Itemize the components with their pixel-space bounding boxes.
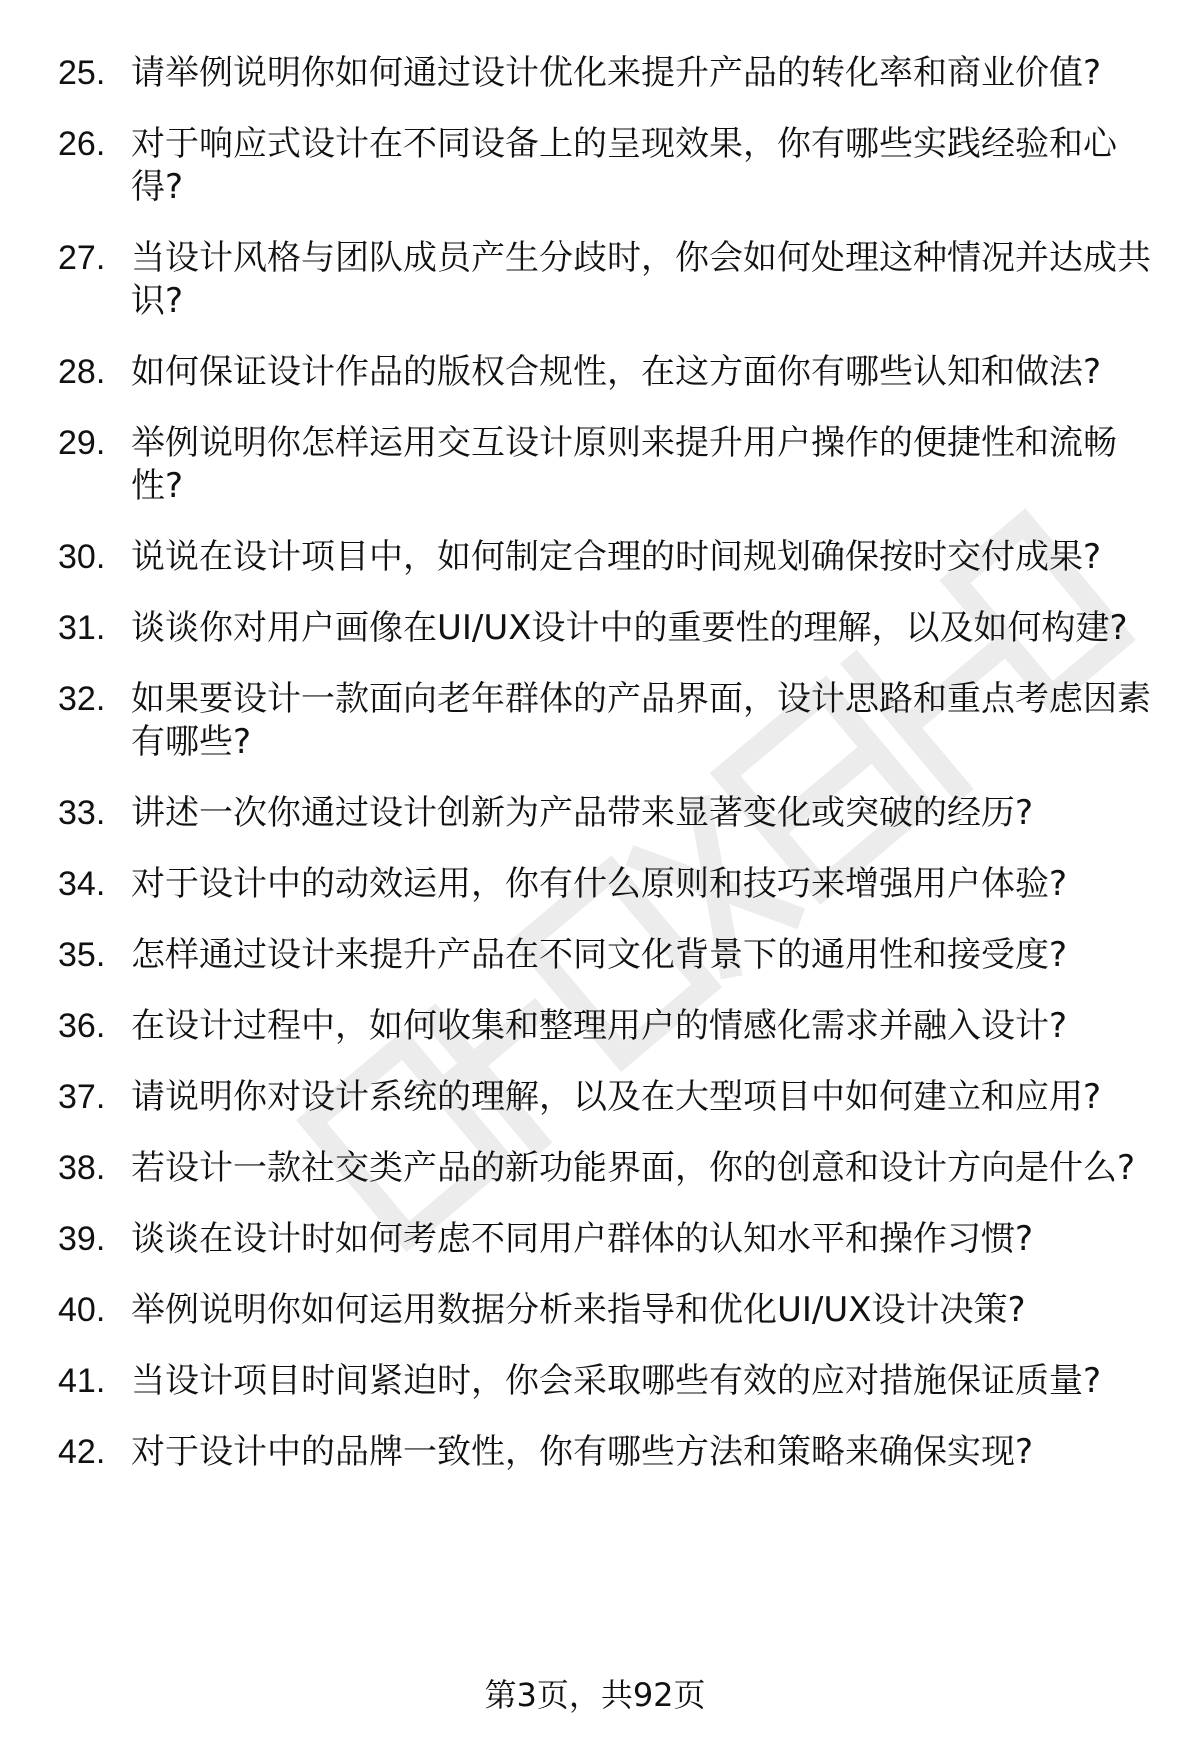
question-text: 如何保证设计作品的版权合规性，在这方面你有哪些认知和做法? xyxy=(131,352,1102,392)
question-text: 对于设计中的品牌一致性，你有哪些方法和策略来确保实现? xyxy=(131,1432,1034,1472)
question-text: 谈谈你对用户画像在UI/UX设计中的重要性的理解，以及如何构建? xyxy=(131,608,1128,648)
question-number: 32. xyxy=(58,680,106,718)
question-number: 34. xyxy=(58,865,106,903)
question-number: 29. xyxy=(58,424,106,462)
question-text: 在设计过程中，如何收集和整理用户的情感化需求并融入设计? xyxy=(131,1006,1068,1046)
list-item xyxy=(0,123,1190,209)
list-item xyxy=(0,1218,1190,1261)
question-number: 31. xyxy=(58,609,106,647)
question-text: 谈谈在设计时如何考虑不同用户群体的认知水平和操作习惯? xyxy=(131,1219,1034,1259)
question-number: 38. xyxy=(58,1149,106,1187)
question-text: 当设计项目时间紧迫时，你会采取哪些有效的应对措施保证质量? xyxy=(131,1361,1102,1401)
question-number: 25. xyxy=(58,54,106,92)
list-item xyxy=(0,422,1190,508)
question-number: 28. xyxy=(58,353,106,391)
list-item xyxy=(0,934,1190,977)
list-item xyxy=(0,52,1190,95)
question-text: 讲述一次你通过设计创新为产品带来显著变化或突破的经历? xyxy=(131,793,1034,833)
list-item xyxy=(0,607,1190,650)
question-text: 若设计一款社交类产品的新功能界面，你的创意和设计方向是什么? xyxy=(131,1148,1136,1188)
list-item xyxy=(0,536,1190,579)
list-item xyxy=(0,1147,1190,1190)
question-number: 37. xyxy=(58,1078,106,1116)
question-number: 26. xyxy=(58,125,106,163)
question-text: 怎样通过设计来提升产品在不同文化背景下的通用性和接受度? xyxy=(131,935,1068,975)
question-list xyxy=(0,52,1190,1502)
list-item xyxy=(0,678,1190,764)
question-text: 请举例说明你如何通过设计优化来提升产品的转化率和商业价值? xyxy=(131,53,1102,93)
list-item xyxy=(0,237,1190,323)
question-text: 如果要设计一款面向老年群体的产品界面，设计思路和重点考虑因素有哪些? xyxy=(131,679,1151,762)
page-footer: 第3页，共92页 xyxy=(484,1676,706,1714)
question-text: 举例说明你如何运用数据分析来指导和优化UI/UX设计决策? xyxy=(131,1290,1026,1330)
question-text: 当设计风格与团队成员产生分歧时，你会如何处理这种情况并达成共识? xyxy=(131,238,1151,321)
question-text: 说说在设计项目中，如何制定合理的时间规划确保按时交付成果? xyxy=(131,537,1102,577)
list-item xyxy=(0,792,1190,835)
question-number: 33. xyxy=(58,794,106,832)
list-item xyxy=(0,1289,1190,1332)
question-number: 36. xyxy=(58,1007,106,1045)
list-item xyxy=(0,1076,1190,1119)
question-number: 27. xyxy=(58,239,106,277)
list-item xyxy=(0,351,1190,394)
question-number: 41. xyxy=(58,1362,106,1400)
question-number: 40. xyxy=(58,1291,106,1329)
question-text: 请说明你对设计系统的理解，以及在大型项目中如何建立和应用? xyxy=(131,1077,1102,1117)
list-item xyxy=(0,1360,1190,1403)
question-text: 对于响应式设计在不同设备上的呈现效果，你有哪些实践经验和心得? xyxy=(131,124,1117,207)
question-text: 举例说明你怎样运用交互设计原则来提升用户操作的便捷性和流畅性? xyxy=(131,423,1117,506)
question-number: 39. xyxy=(58,1220,106,1258)
list-item xyxy=(0,1431,1190,1474)
list-item xyxy=(0,1005,1190,1048)
question-number: 30. xyxy=(58,538,106,576)
question-number: 35. xyxy=(58,936,106,974)
question-text: 对于设计中的动效运用，你有什么原则和技巧来增强用户体验? xyxy=(131,864,1068,904)
list-item xyxy=(0,863,1190,906)
question-number: 42. xyxy=(58,1433,106,1471)
